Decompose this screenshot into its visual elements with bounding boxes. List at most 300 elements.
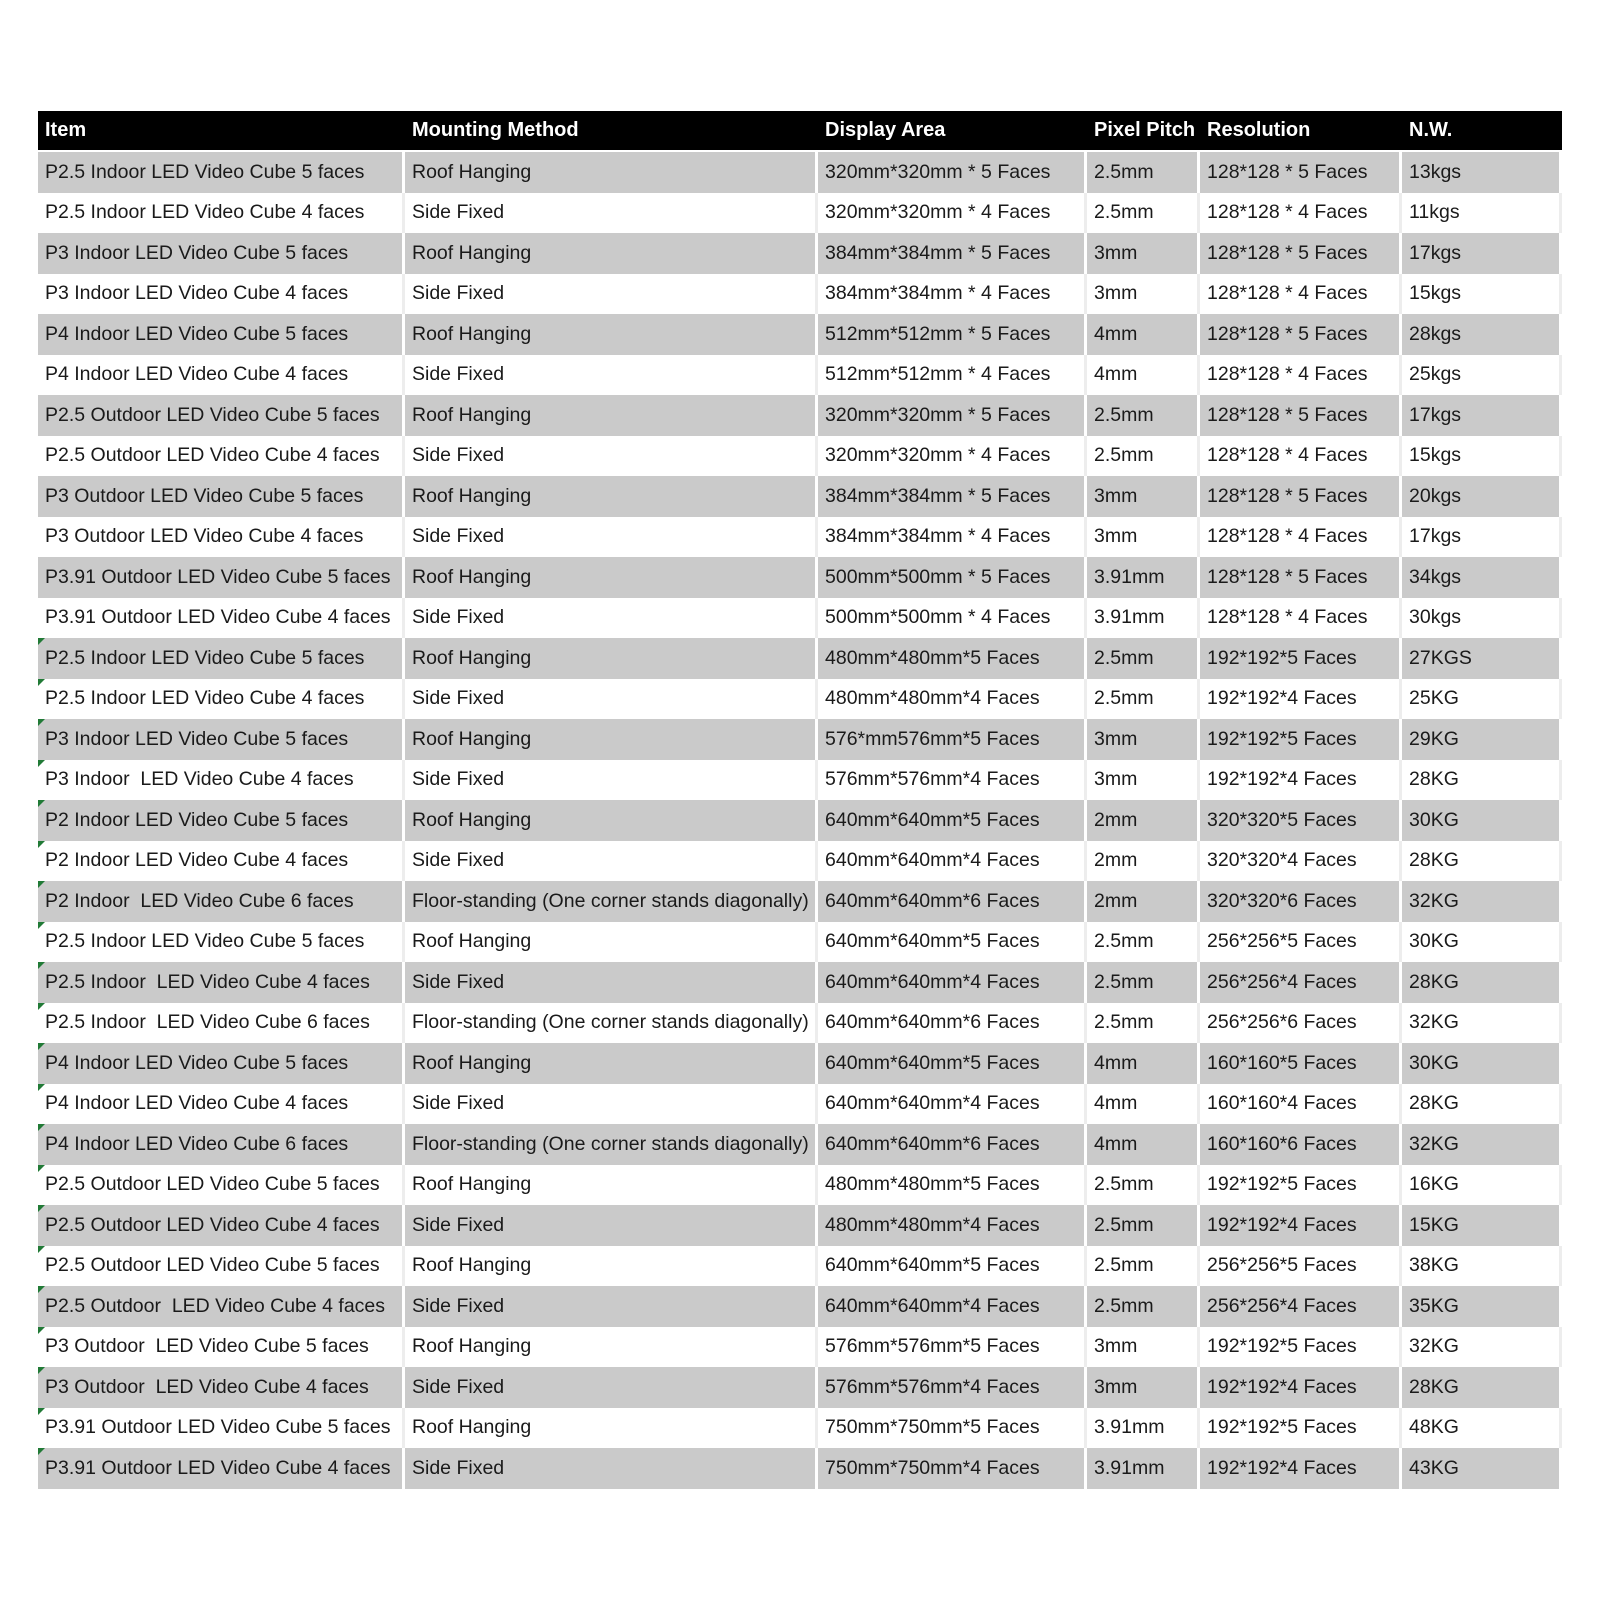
pixel-pitch-value: 4mm bbox=[1094, 1051, 1138, 1074]
net-weight-value: 25kgs bbox=[1409, 363, 1462, 386]
cell-mounting-method bbox=[405, 395, 818, 436]
cell-mounting-method bbox=[405, 517, 818, 558]
cell-pixel-pitch bbox=[1087, 274, 1200, 315]
error-marker-icon bbox=[38, 922, 45, 929]
pixel-pitch-value: 2.5mm bbox=[1094, 1011, 1154, 1034]
cell-pixel-pitch bbox=[1087, 1367, 1200, 1408]
pixel-pitch-value: 3.91mm bbox=[1094, 606, 1165, 629]
cell-mounting-method bbox=[405, 314, 818, 355]
resolution-value: 320*320*5 Faces bbox=[1207, 808, 1357, 831]
cell-pixel-pitch bbox=[1087, 476, 1200, 517]
resolution-value: 128*128 * 4 Faces bbox=[1207, 444, 1368, 467]
cell-mounting-method bbox=[405, 1165, 818, 1206]
mounting-method-value: Side Fixed bbox=[412, 849, 505, 872]
cell-pixel-pitch bbox=[1087, 638, 1200, 679]
cell-display-area bbox=[818, 1448, 1087, 1489]
display-area-value: 640mm*640mm*6 Faces bbox=[825, 1132, 1040, 1155]
mounting-method-value: Roof Hanging bbox=[412, 1335, 532, 1358]
item-label: P2.5 Outdoor LED Video Cube 5 faces bbox=[45, 1254, 380, 1277]
error-marker-icon bbox=[38, 962, 45, 969]
resolution-value: 192*192*5 Faces bbox=[1207, 1416, 1357, 1439]
mounting-method-value: Side Fixed bbox=[412, 1375, 505, 1398]
net-weight-value: 28KG bbox=[1409, 768, 1459, 791]
cell-nw bbox=[1402, 638, 1562, 679]
error-marker-icon bbox=[38, 800, 45, 807]
pixel-pitch-value: 2.5mm bbox=[1094, 1294, 1154, 1317]
pixel-pitch-value: 3mm bbox=[1094, 1375, 1138, 1398]
cell-item bbox=[38, 557, 405, 598]
net-weight-value: 11kgs bbox=[1409, 201, 1460, 224]
cell-mounting-method bbox=[405, 436, 818, 477]
cell-nw bbox=[1402, 881, 1562, 922]
error-marker-icon bbox=[38, 841, 45, 848]
display-area-value: 640mm*640mm*4 Faces bbox=[825, 1294, 1040, 1317]
cell-mounting-method bbox=[405, 881, 818, 922]
display-area-value: 512mm*512mm * 5 Faces bbox=[825, 322, 1051, 345]
cell-nw bbox=[1402, 1246, 1562, 1287]
mounting-method-value: Side Fixed bbox=[412, 970, 505, 993]
net-weight-value: 28KG bbox=[1409, 970, 1459, 993]
cell-nw bbox=[1402, 1165, 1562, 1206]
cell-nw bbox=[1402, 962, 1562, 1003]
column-header-pixel-pitch: Pixel Pitch bbox=[1087, 111, 1200, 152]
resolution-value: 256*256*4 Faces bbox=[1207, 970, 1357, 993]
cell-mounting-method bbox=[405, 679, 818, 720]
net-weight-value: 30KG bbox=[1409, 930, 1459, 953]
pixel-pitch-value: 2.5mm bbox=[1094, 1213, 1154, 1236]
cell-resolution bbox=[1200, 274, 1402, 315]
item-label: P3 Indoor LED Video Cube 4 faces bbox=[45, 282, 349, 305]
cell-mounting-method bbox=[405, 922, 818, 963]
cell-resolution bbox=[1200, 1408, 1402, 1449]
resolution-value: 128*128 * 5 Faces bbox=[1207, 403, 1368, 426]
resolution-value: 128*128 * 4 Faces bbox=[1207, 363, 1368, 386]
cell-display-area bbox=[818, 638, 1087, 679]
mounting-method-value: Roof Hanging bbox=[412, 1051, 532, 1074]
resolution-value: 160*160*5 Faces bbox=[1207, 1051, 1357, 1074]
cell-item bbox=[38, 476, 405, 517]
resolution-value: 256*256*5 Faces bbox=[1207, 930, 1357, 953]
cell-item bbox=[38, 1124, 405, 1165]
net-weight-value: 17kgs bbox=[1409, 525, 1462, 548]
mounting-method-value: Roof Hanging bbox=[412, 1254, 532, 1277]
resolution-value: 256*256*4 Faces bbox=[1207, 1294, 1357, 1317]
error-marker-icon bbox=[38, 1286, 45, 1293]
cell-display-area bbox=[818, 1165, 1087, 1206]
cell-nw bbox=[1402, 800, 1562, 841]
net-weight-value: 28KG bbox=[1409, 849, 1459, 872]
net-weight-value: 34kgs bbox=[1409, 565, 1462, 588]
cell-display-area bbox=[818, 1246, 1087, 1287]
cell-item bbox=[38, 1367, 405, 1408]
cell-pixel-pitch bbox=[1087, 152, 1200, 193]
cell-resolution bbox=[1200, 881, 1402, 922]
cell-item bbox=[38, 922, 405, 963]
pixel-pitch-value: 3mm bbox=[1094, 282, 1138, 305]
cell-nw bbox=[1402, 395, 1562, 436]
pixel-pitch-value: 3.91mm bbox=[1094, 1416, 1165, 1439]
net-weight-value: 32KG bbox=[1409, 889, 1459, 912]
cell-pixel-pitch bbox=[1087, 1205, 1200, 1246]
resolution-value: 160*160*6 Faces bbox=[1207, 1132, 1357, 1155]
cell-item bbox=[38, 1205, 405, 1246]
cell-display-area bbox=[818, 314, 1087, 355]
error-marker-icon bbox=[38, 1327, 45, 1334]
mounting-method-value: Side Fixed bbox=[412, 201, 505, 224]
mounting-method-value: Side Fixed bbox=[412, 525, 505, 548]
net-weight-value: 30KG bbox=[1409, 1051, 1459, 1074]
display-area-value: 640mm*640mm*4 Faces bbox=[825, 970, 1040, 993]
cell-pixel-pitch bbox=[1087, 800, 1200, 841]
cell-item bbox=[38, 1448, 405, 1489]
mounting-method-value: Side Fixed bbox=[412, 282, 505, 305]
table-row bbox=[38, 1408, 1562, 1449]
cell-display-area bbox=[818, 1084, 1087, 1125]
net-weight-value: 25KG bbox=[1409, 687, 1459, 710]
cell-resolution bbox=[1200, 1205, 1402, 1246]
cell-display-area bbox=[818, 962, 1087, 1003]
resolution-value: 192*192*4 Faces bbox=[1207, 1456, 1357, 1479]
error-marker-icon bbox=[38, 1165, 45, 1172]
pixel-pitch-value: 3mm bbox=[1094, 1335, 1138, 1358]
table-row bbox=[38, 1124, 1562, 1165]
cell-mounting-method bbox=[405, 193, 818, 234]
column-header-display-area: Display Area bbox=[818, 111, 1087, 152]
item-label: P3.91 Outdoor LED Video Cube 4 faces bbox=[45, 606, 391, 629]
cell-display-area bbox=[818, 557, 1087, 598]
cell-mounting-method bbox=[405, 1246, 818, 1287]
cell-resolution bbox=[1200, 598, 1402, 639]
cell-item bbox=[38, 193, 405, 234]
cell-pixel-pitch bbox=[1087, 679, 1200, 720]
net-weight-value: 32KG bbox=[1409, 1335, 1459, 1358]
table-row bbox=[38, 881, 1562, 922]
item-label: P2.5 Outdoor LED Video Cube 5 faces bbox=[45, 403, 380, 426]
resolution-value: 192*192*5 Faces bbox=[1207, 727, 1357, 750]
resolution-value: 128*128 * 5 Faces bbox=[1207, 565, 1368, 588]
net-weight-value: 43KG bbox=[1409, 1456, 1459, 1479]
pixel-pitch-value: 3mm bbox=[1094, 727, 1138, 750]
cell-display-area bbox=[818, 598, 1087, 639]
net-weight-value: 15kgs bbox=[1409, 282, 1462, 305]
cell-pixel-pitch bbox=[1087, 1408, 1200, 1449]
cell-mounting-method bbox=[405, 598, 818, 639]
item-label: P4 Indoor LED Video Cube 5 faces bbox=[45, 1051, 349, 1074]
mounting-method-value: Roof Hanging bbox=[412, 727, 532, 750]
cell-item bbox=[38, 1003, 405, 1044]
cell-item bbox=[38, 760, 405, 801]
cell-nw bbox=[1402, 922, 1562, 963]
cell-resolution bbox=[1200, 517, 1402, 558]
cell-nw bbox=[1402, 1286, 1562, 1327]
cell-nw bbox=[1402, 436, 1562, 477]
cell-mounting-method bbox=[405, 1367, 818, 1408]
cell-item bbox=[38, 1286, 405, 1327]
cell-display-area bbox=[818, 1408, 1087, 1449]
resolution-value: 320*320*4 Faces bbox=[1207, 849, 1357, 872]
cell-nw bbox=[1402, 314, 1562, 355]
error-marker-icon bbox=[38, 1246, 45, 1253]
cell-display-area bbox=[818, 193, 1087, 234]
cell-resolution bbox=[1200, 233, 1402, 274]
cell-display-area bbox=[818, 355, 1087, 396]
table-row bbox=[38, 1367, 1562, 1408]
resolution-value: 128*128 * 5 Faces bbox=[1207, 484, 1368, 507]
pixel-pitch-value: 2.5mm bbox=[1094, 646, 1154, 669]
resolution-value: 128*128 * 4 Faces bbox=[1207, 282, 1368, 305]
item-label: P2.5 Outdoor LED Video Cube 4 faces bbox=[45, 1213, 380, 1236]
cell-display-area bbox=[818, 436, 1087, 477]
cell-nw bbox=[1402, 719, 1562, 760]
table-row bbox=[38, 962, 1562, 1003]
table-row bbox=[38, 274, 1562, 315]
cell-pixel-pitch bbox=[1087, 1124, 1200, 1165]
cell-mounting-method bbox=[405, 1448, 818, 1489]
display-area-value: 480mm*480mm*4 Faces bbox=[825, 1213, 1040, 1236]
cell-item bbox=[38, 517, 405, 558]
item-label: P3 Outdoor LED Video Cube 4 faces bbox=[45, 1375, 369, 1398]
item-label: P2.5 Outdoor LED Video Cube 4 faces bbox=[45, 444, 380, 467]
cell-item bbox=[38, 800, 405, 841]
item-label: P2.5 Indoor LED Video Cube 5 faces bbox=[45, 160, 365, 183]
cell-resolution bbox=[1200, 679, 1402, 720]
cell-nw bbox=[1402, 1124, 1562, 1165]
table-row bbox=[38, 679, 1562, 720]
net-weight-value: 30kgs bbox=[1409, 606, 1462, 629]
net-weight-value: 28KG bbox=[1409, 1092, 1459, 1115]
mounting-method-value: Side Fixed bbox=[412, 1294, 505, 1317]
net-weight-value: 16KG bbox=[1409, 1173, 1459, 1196]
cell-resolution bbox=[1200, 719, 1402, 760]
cell-nw bbox=[1402, 476, 1562, 517]
display-area-value: 640mm*640mm*4 Faces bbox=[825, 1092, 1040, 1115]
mounting-method-value: Roof Hanging bbox=[412, 1416, 532, 1439]
mounting-method-value: Side Fixed bbox=[412, 1213, 505, 1236]
cell-nw bbox=[1402, 355, 1562, 396]
cell-resolution bbox=[1200, 1043, 1402, 1084]
cell-nw bbox=[1402, 841, 1562, 882]
cell-item bbox=[38, 152, 405, 193]
cell-item bbox=[38, 314, 405, 355]
net-weight-value: 28kgs bbox=[1409, 322, 1462, 345]
item-label: P3.91 Outdoor LED Video Cube 5 faces bbox=[45, 1416, 391, 1439]
display-area-value: 320mm*320mm * 5 Faces bbox=[825, 160, 1051, 183]
cell-resolution bbox=[1200, 760, 1402, 801]
display-area-value: 576mm*576mm*5 Faces bbox=[825, 1335, 1040, 1358]
cell-nw bbox=[1402, 760, 1562, 801]
cell-nw bbox=[1402, 1043, 1562, 1084]
display-area-value: 384mm*384mm * 5 Faces bbox=[825, 241, 1051, 264]
mounting-method-value: Floor-standing (One corner stands diagonally) bbox=[412, 1011, 809, 1034]
pixel-pitch-value: 2.5mm bbox=[1094, 201, 1154, 224]
table-row bbox=[38, 557, 1562, 598]
resolution-value: 192*192*4 Faces bbox=[1207, 1213, 1357, 1236]
cell-nw bbox=[1402, 679, 1562, 720]
cell-resolution bbox=[1200, 355, 1402, 396]
item-label: P4 Indoor LED Video Cube 5 faces bbox=[45, 322, 349, 345]
pixel-pitch-value: 3.91mm bbox=[1094, 1456, 1165, 1479]
item-label: P2.5 Indoor LED Video Cube 5 faces bbox=[45, 930, 365, 953]
pixel-pitch-value: 3mm bbox=[1094, 241, 1138, 264]
net-weight-value: 17kgs bbox=[1409, 241, 1462, 264]
cell-item bbox=[38, 962, 405, 1003]
cell-mounting-method bbox=[405, 1003, 818, 1044]
mounting-method-value: Roof Hanging bbox=[412, 484, 532, 507]
cell-pixel-pitch bbox=[1087, 1003, 1200, 1044]
cell-nw bbox=[1402, 1205, 1562, 1246]
error-marker-icon bbox=[38, 638, 45, 645]
cell-resolution bbox=[1200, 800, 1402, 841]
table-row bbox=[38, 598, 1562, 639]
display-area-value: 384mm*384mm * 4 Faces bbox=[825, 525, 1051, 548]
pixel-pitch-value: 2.5mm bbox=[1094, 687, 1154, 710]
item-label: P2.5 Indoor LED Video Cube 6 faces bbox=[45, 1011, 370, 1034]
cell-display-area bbox=[818, 760, 1087, 801]
item-label: P3 Outdoor LED Video Cube 5 faces bbox=[45, 484, 364, 507]
item-label: P2 Indoor LED Video Cube 4 faces bbox=[45, 849, 349, 872]
item-label: P3 Outdoor LED Video Cube 4 faces bbox=[45, 525, 364, 548]
cell-display-area bbox=[818, 719, 1087, 760]
cell-nw bbox=[1402, 1408, 1562, 1449]
cell-item bbox=[38, 719, 405, 760]
cell-resolution bbox=[1200, 922, 1402, 963]
display-area-value: 384mm*384mm * 4 Faces bbox=[825, 282, 1051, 305]
cell-resolution bbox=[1200, 152, 1402, 193]
table-body bbox=[38, 152, 1562, 1489]
table-row bbox=[38, 760, 1562, 801]
cell-display-area bbox=[818, 922, 1087, 963]
display-area-value: 640mm*640mm*4 Faces bbox=[825, 849, 1040, 872]
net-weight-value: 13kgs bbox=[1409, 160, 1462, 183]
cell-mounting-method bbox=[405, 962, 818, 1003]
cell-resolution bbox=[1200, 1124, 1402, 1165]
cell-nw bbox=[1402, 1084, 1562, 1125]
table-row bbox=[38, 436, 1562, 477]
table-header-row bbox=[38, 111, 1562, 152]
resolution-value: 128*128 * 4 Faces bbox=[1207, 201, 1368, 224]
display-area-value: 640mm*640mm*5 Faces bbox=[825, 1051, 1040, 1074]
net-weight-value: 17kgs bbox=[1409, 403, 1462, 426]
cell-resolution bbox=[1200, 638, 1402, 679]
cell-pixel-pitch bbox=[1087, 355, 1200, 396]
mounting-method-value: Roof Hanging bbox=[412, 1173, 532, 1196]
table-row bbox=[38, 517, 1562, 558]
table-row bbox=[38, 476, 1562, 517]
resolution-value: 192*192*5 Faces bbox=[1207, 646, 1357, 669]
resolution-value: 192*192*5 Faces bbox=[1207, 1173, 1357, 1196]
display-area-value: 576mm*576mm*4 Faces bbox=[825, 768, 1040, 791]
cell-nw bbox=[1402, 557, 1562, 598]
net-weight-value: 15kgs bbox=[1409, 444, 1462, 467]
cell-display-area bbox=[818, 395, 1087, 436]
table-row bbox=[38, 233, 1562, 274]
item-label: P2.5 Indoor LED Video Cube 4 faces bbox=[45, 970, 370, 993]
resolution-value: 192*192*4 Faces bbox=[1207, 1375, 1357, 1398]
display-area-value: 500mm*500mm * 5 Faces bbox=[825, 565, 1051, 588]
cell-resolution bbox=[1200, 962, 1402, 1003]
table-row bbox=[38, 800, 1562, 841]
display-area-value: 320mm*320mm * 5 Faces bbox=[825, 403, 1051, 426]
cell-resolution bbox=[1200, 1286, 1402, 1327]
display-area-value: 480mm*480mm*5 Faces bbox=[825, 646, 1040, 669]
cell-display-area bbox=[818, 1003, 1087, 1044]
cell-display-area bbox=[818, 274, 1087, 315]
cell-nw bbox=[1402, 1003, 1562, 1044]
pixel-pitch-value: 2mm bbox=[1094, 808, 1138, 831]
cell-mounting-method bbox=[405, 1327, 818, 1368]
error-marker-icon bbox=[38, 1408, 45, 1415]
mounting-method-value: Roof Hanging bbox=[412, 646, 532, 669]
cell-item bbox=[38, 841, 405, 882]
cell-mounting-method bbox=[405, 233, 818, 274]
cell-display-area bbox=[818, 1327, 1087, 1368]
cell-pixel-pitch bbox=[1087, 760, 1200, 801]
cell-pixel-pitch bbox=[1087, 1084, 1200, 1125]
item-label: P3 Indoor LED Video Cube 5 faces bbox=[45, 727, 349, 750]
cell-pixel-pitch bbox=[1087, 1165, 1200, 1206]
cell-mounting-method bbox=[405, 800, 818, 841]
cell-item bbox=[38, 1327, 405, 1368]
cell-resolution bbox=[1200, 1165, 1402, 1206]
table-row bbox=[38, 1205, 1562, 1246]
display-area-value: 480mm*480mm*5 Faces bbox=[825, 1173, 1040, 1196]
cell-resolution bbox=[1200, 1084, 1402, 1125]
table-row bbox=[38, 1286, 1562, 1327]
mounting-method-value: Side Fixed bbox=[412, 687, 505, 710]
net-weight-value: 28KG bbox=[1409, 1375, 1459, 1398]
table-row bbox=[38, 1327, 1562, 1368]
cell-display-area bbox=[818, 476, 1087, 517]
table-row bbox=[38, 152, 1562, 193]
cell-mounting-method bbox=[405, 1084, 818, 1125]
resolution-value: 160*160*4 Faces bbox=[1207, 1092, 1357, 1115]
resolution-value: 128*128 * 5 Faces bbox=[1207, 160, 1368, 183]
cell-item bbox=[38, 1246, 405, 1287]
display-area-value: 750mm*750mm*5 Faces bbox=[825, 1416, 1040, 1439]
display-area-value: 384mm*384mm * 5 Faces bbox=[825, 484, 1051, 507]
cell-nw bbox=[1402, 1367, 1562, 1408]
item-label: P4 Indoor LED Video Cube 6 faces bbox=[45, 1132, 349, 1155]
item-label: P2 Indoor LED Video Cube 6 faces bbox=[45, 889, 354, 912]
error-marker-icon bbox=[38, 881, 45, 888]
item-label: P2.5 Indoor LED Video Cube 4 faces bbox=[45, 687, 365, 710]
product-spec-table bbox=[38, 111, 1562, 1489]
resolution-value: 192*192*5 Faces bbox=[1207, 1335, 1357, 1358]
cell-item bbox=[38, 679, 405, 720]
net-weight-value: 29KG bbox=[1409, 727, 1459, 750]
display-area-value: 500mm*500mm * 4 Faces bbox=[825, 606, 1051, 629]
cell-mounting-method bbox=[405, 841, 818, 882]
table-row bbox=[38, 395, 1562, 436]
table-row bbox=[38, 638, 1562, 679]
item-label: P4 Indoor LED Video Cube 4 faces bbox=[45, 1092, 349, 1115]
item-label: P3.91 Outdoor LED Video Cube 5 faces bbox=[45, 565, 391, 588]
item-label: P2.5 Indoor LED Video Cube 5 faces bbox=[45, 646, 365, 669]
display-area-value: 640mm*640mm*5 Faces bbox=[825, 1254, 1040, 1277]
cell-nw bbox=[1402, 233, 1562, 274]
cell-display-area bbox=[818, 517, 1087, 558]
cell-display-area bbox=[818, 800, 1087, 841]
pixel-pitch-value: 3mm bbox=[1094, 768, 1138, 791]
table-row bbox=[38, 1165, 1562, 1206]
mounting-method-value: Floor-standing (One corner stands diagonally) bbox=[412, 889, 809, 912]
display-area-value: 640mm*640mm*6 Faces bbox=[825, 889, 1040, 912]
cell-item bbox=[38, 436, 405, 477]
table-row bbox=[38, 1043, 1562, 1084]
column-header-item: Item bbox=[38, 111, 405, 152]
product-spec-sheet bbox=[38, 111, 1562, 1489]
mounting-method-value: Side Fixed bbox=[412, 444, 505, 467]
